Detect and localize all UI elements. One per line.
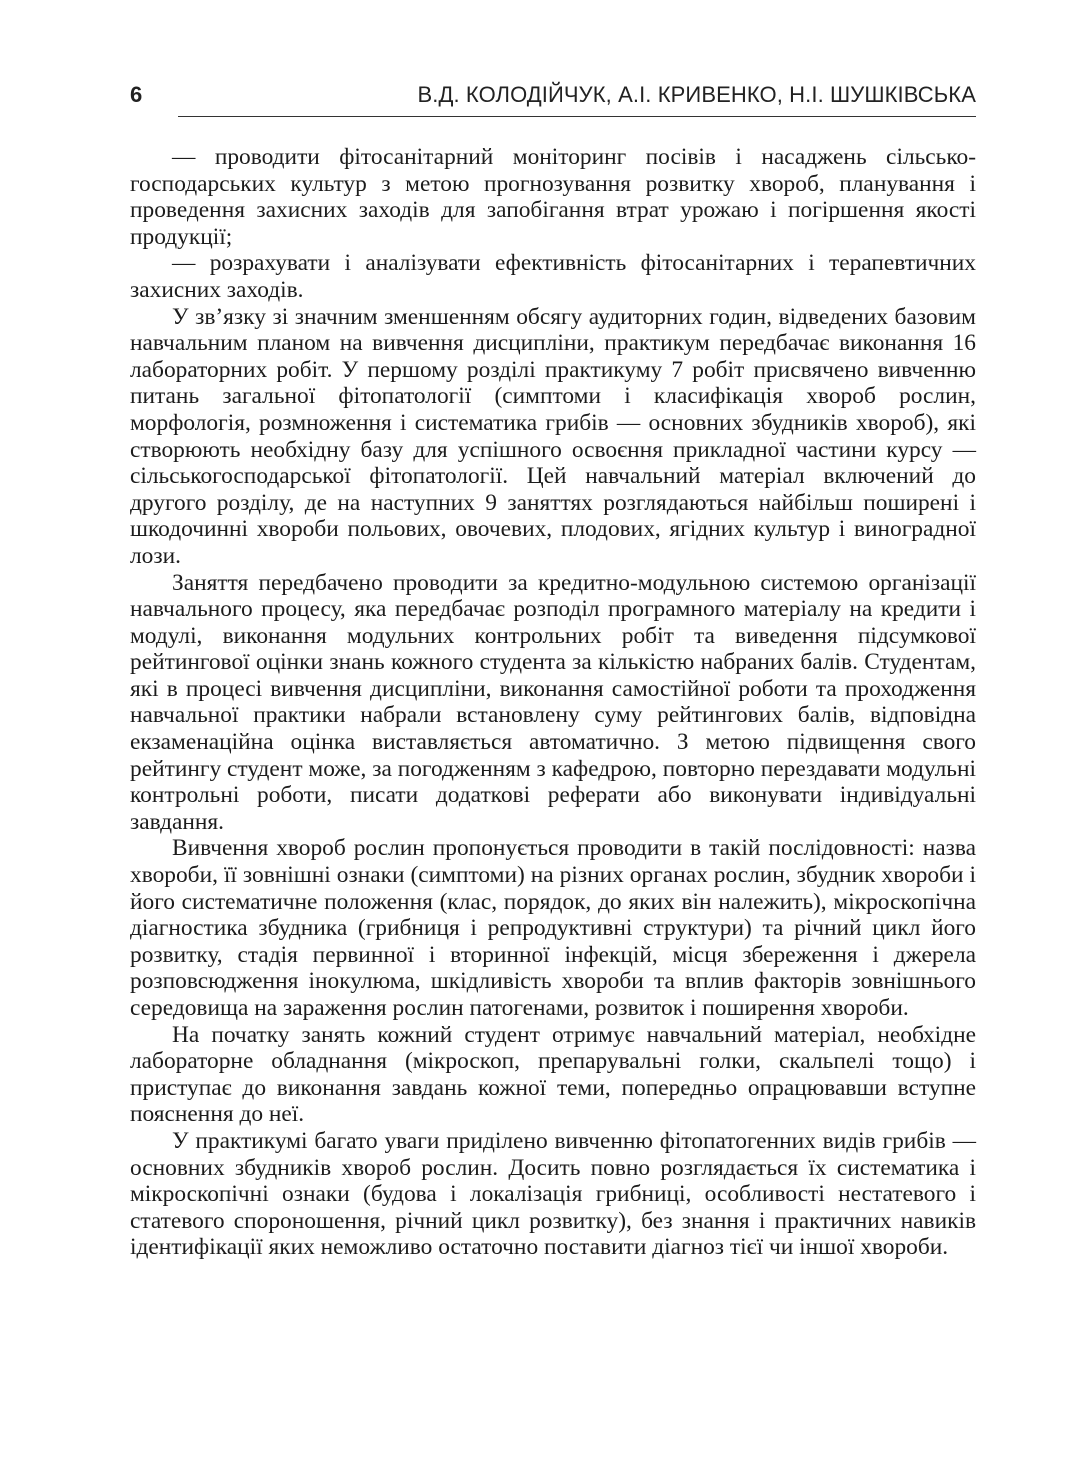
paragraph-efficiency-bullet: — розрахувати і аналізувати ефективність фітосанітарних і терапевтичних захисних заходів. — [130, 250, 976, 303]
running-head — [130, 78, 976, 112]
paragraph-study-sequence: Вивчення хвороб рослин пропонується проводити в такій послідовності: назва хвороби, її зовнішні ознаки (симптоми) на різних органах рослин, збудник хвороби і його систематичне положення (клас, порядок, до яких він належить), мікроскопічна діагностика збудника (грибниця і репродуктивні структури) та річний цикл його розвитку, стадія первинної і вторинної інфекцій, місця збереження і джерела розповсюдження інокулюма, шкідливість хвороби та вплив факторів зовнішнього середовища на зараження рослин патогенами, розвиток і поширення хвороби. — [130, 835, 976, 1021]
running-title-authors: В.Д. КОЛОДІЙЧУК, А.І. КРИВЕНКО, Н.І. ШУШКІВСЬКА — [417, 82, 976, 107]
header-rule — [178, 116, 976, 117]
body-text — [130, 144, 976, 1261]
page-number: 6 — [130, 82, 143, 107]
paragraph-course-structure: У зв’язку зі значним зменшенням обсягу аудиторних годин, відведених базовим навчальним планом на вивчення дисципліни, практикум передбачає виконання 16 лабораторних робіт. У першому розділі практикуму 7 робіт присвячено вивченню питань загальної фітопатології (симптоми і класифікація хвороб рослин, морфологія, розмноження і систематика грибів — основних збудників хвороб), які створюють необхідну базу для успішного освоєння прикладної частини курсу — сільськогосподарської фітопатології. Цей навчальний матеріал включений до другого розділу, де на наступних 9 заняттях розглядаються найбільш поширені і шкодочинні хвороби польових, овочевих, плодових, ягідних культур і виноградної лози. — [130, 303, 976, 569]
paragraph-lesson-start: На початку занять кожний студент отримує навчальний матеріал, необхідне лабораторне обладнання (мікроскоп, препарувальні голки, скальпелі тощо) і приступає до виконання завдань кожної теми, попередньо опрацювавши вступне пояснення до неї. — [130, 1021, 976, 1128]
paragraph-credit-module-system: Заняття передбачено проводити за кредитно-модульною системою організації навчального процесу, яка передбачає розподіл програмного матеріалу на кредити і модулі, виконання модульних контрольних робіт та виведення підсумкової рейтингової оцінки знань кожного студента за кількістю набраних балів. Студентам, які в процесі вивчення дисципліни, виконання самостійної роботи та проходження навчальної практики набрали встановлену суму рейтингових балів, відповідна екзаменаційна оцінка виставляється автоматично. З метою підвищення свого рейтингу студент може, за погодженням з кафедрою, повторно перездавати модульні контрольні роботи, писати додаткові реферати або виконувати індивідуальні завдання. — [130, 569, 976, 835]
paragraph-monitoring-bullet: — проводити фітосанітарний моніторинг посівів і насаджень сільськогосподарських культур з метою прогнозування розвитку хвороб, планування і проведення захисних заходів для запобігання втрат урожаю і погіршення якості продукції; — [130, 144, 976, 250]
paragraph-fungi-focus: У практикумі багато уваги приділено вивченню фітопатогенних видів грибів — основних збудників хвороб рослин. Досить повно розглядається їх систематика і мікроскопічні ознаки (будова і локалізація грибниці, особливості нестатевого і статевого спороношення, річний цикл розвитку), без знання і практичних навиків ідентифікації яких неможливо остаточно поставити діагноз тієї чи іншої хвороби. — [130, 1127, 976, 1261]
